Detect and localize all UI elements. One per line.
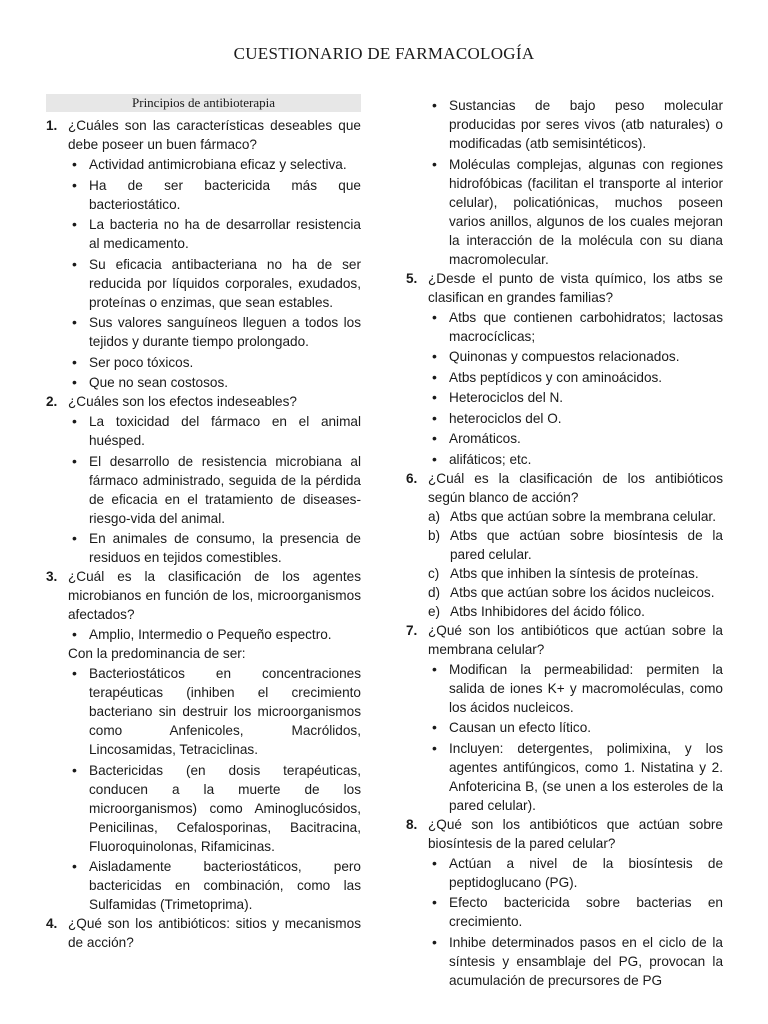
- list-item: • La bacteria no ha de desarrollar resistencia al medicamento.: [68, 215, 361, 253]
- list-item: • Inhibe determinados pasos en el ciclo de la síntesis y ensamblaje del PG, provocan la acumulación de precursores de PG: [428, 933, 723, 990]
- answer-list: [428, 660, 723, 815]
- question-text: ¿Qué son los antibióticos que actúan sobre la membrana celular?: [428, 622, 723, 657]
- question-5: [406, 269, 723, 469]
- list-item: • En animales de consumo, la presencia de residuos en tejidos comestibles.: [68, 529, 361, 567]
- list-item: • heterociclos del O.: [428, 409, 723, 428]
- item-letter: a): [428, 508, 441, 524]
- document-title: CUESTIONARIO DE FARMACOLOGÍA: [233, 44, 535, 63]
- item-text: Atbs que actúan sobre los ácidos nucleicos.: [450, 584, 715, 600]
- list-item: • Amplio, Intermedio o Pequeño espectro.: [68, 625, 361, 644]
- question-number: 4.: [46, 916, 58, 931]
- item-text: Atbs que actúan sobre biosíntesis de la pared celular.: [450, 527, 723, 562]
- question-number: 1.: [46, 118, 58, 133]
- list-item: [428, 564, 723, 583]
- list-item: • Modifican la permeabilidad: permiten la salida de iones K+ y macromoléculas, como los ácidos nucleicos.: [428, 660, 723, 717]
- answer-list: [428, 308, 723, 469]
- list-item: • Sustancias de bajo peso molecular producidas por seres vivos (atb naturales) o modificadas (atb semisintéticos).: [428, 96, 723, 153]
- list-item: • Aisladamente bacteriostáticos, pero bactericidas en combinación, como las Sulfamidas (Trimetoprima).: [68, 857, 361, 914]
- list-item: • Moléculas complejas, algunas con regiones hidrofóbicas (facilitan el transporte al interior celular), policatiónicas, muchos poseen varios anillos, algunos de los cuales mejoran la interacción de la molécula con su diana macromolecular.: [428, 155, 723, 269]
- lettered-list: [428, 507, 723, 621]
- question-number: 3.: [46, 569, 58, 584]
- answer-list: [68, 625, 361, 644]
- question-6: [406, 469, 723, 621]
- list-item: • Atbs peptídicos y con aminoácidos.: [428, 368, 723, 387]
- list-item: • Actividad antimicrobiana eficaz y selectiva.: [68, 155, 361, 174]
- answer-list: [428, 96, 723, 269]
- question-3: [46, 567, 361, 914]
- list-item: • Efecto bactericida sobre bacterias en crecimiento.: [428, 893, 723, 931]
- item-letter: c): [428, 565, 440, 581]
- answer-list: [68, 155, 361, 392]
- list-item: • Quinonas y compuestos relacionados.: [428, 347, 723, 366]
- question-number: 5.: [406, 270, 418, 286]
- question-text: ¿Cuáles son las características deseables que debe poseer un buen fármaco?: [68, 118, 361, 152]
- list-item: • Que no sean costosos.: [68, 373, 361, 392]
- list-item: • Aromáticos.: [428, 429, 723, 448]
- list-item: • Ha de ser bactericida más que bacteriostático.: [68, 176, 361, 214]
- list-item: [428, 507, 723, 526]
- question-number: 7.: [406, 622, 418, 638]
- list-item: [428, 602, 723, 621]
- list-item: [428, 583, 723, 602]
- question-number: 6.: [406, 470, 418, 486]
- answer-list: [68, 412, 361, 567]
- section-header: Principios de antibioterapia: [46, 94, 361, 112]
- question-text: ¿Desde el punto de vista químico, los atbs se clasifican en grandes familias?: [428, 270, 723, 305]
- question-4-continued: [406, 96, 723, 269]
- item-letter: e): [428, 603, 441, 619]
- question-1: [46, 116, 361, 392]
- item-text: Atbs que actúan sobre la membrana celular.: [450, 508, 716, 524]
- right-column: [406, 96, 723, 990]
- list-item: • Incluyen: detergentes, polimixina, y los agentes antifúngicos, como 1. Nistatina y 2. Anfotericina B, (se unen a los esteroles de la pared celular).: [428, 739, 723, 815]
- item-text: Atbs que inhiben la síntesis de proteínas.: [450, 565, 699, 581]
- question-2: [46, 392, 361, 567]
- question-number: 2.: [46, 394, 58, 409]
- left-column: [46, 94, 361, 952]
- question-text: ¿Qué son los antibióticos: sitios y mecanismos de acción?: [68, 916, 361, 950]
- question-text: ¿Cuál es la clasificación de los agentes microbianos en función de los, microorganismos afectados?: [68, 569, 361, 622]
- list-item: • Bacteriostáticos en concentraciones terapéuticas (inhiben el crecimiento bacteriano sin destruir los microorganismos como Anfenicoles, Macrólidos, Lincosamidas, Tetraciclinas.: [68, 664, 361, 759]
- list-item: • Causan un efecto lítico.: [428, 718, 723, 737]
- paragraph-text: Con la predominancia de ser:: [68, 646, 246, 661]
- list-item: • Bactericidas (en dosis terapéuticas, conducen a la muerte de los microorganismos) como Aminoglucósidos, Penicilinas, Cefalosporinas, Bacitracina, Fluoroquinolonas, Rifamicinas.: [68, 761, 361, 856]
- list-item: • El desarrollo de resistencia microbiana al fármaco administrado, seguida de la pérdida de eficacia en el tratamiento de diseases-riesgo-vida del animal.: [68, 452, 361, 528]
- list-item: • Heterociclos del N.: [428, 388, 723, 407]
- question-text: ¿Qué son los antibióticos que actúan sobre biosíntesis de la pared celular?: [428, 816, 723, 851]
- list-item: [428, 526, 723, 564]
- question-number: 8.: [406, 816, 418, 832]
- list-item: • Ser poco tóxicos.: [68, 353, 361, 372]
- question-8: [406, 815, 723, 990]
- item-letter: d): [428, 584, 441, 600]
- question-7: [406, 621, 723, 815]
- list-item: • Sus valores sanguíneos lleguen a todos los tejidos y durante tiempo prolongado.: [68, 313, 361, 351]
- item-text: Atbs Inhibidores del ácido fólico.: [450, 603, 645, 619]
- list-item: • alifáticos; etc.: [428, 450, 723, 469]
- question-text: ¿Cuál es la clasificación de los antibióticos según blanco de acción?: [428, 470, 723, 505]
- list-item: • La toxicidad del fármaco en el animal huésped.: [68, 412, 361, 450]
- list-item: • Actúan a nivel de la biosíntesis de peptidoglucano (PG).: [428, 854, 723, 892]
- question-4: [46, 914, 361, 952]
- question-text: ¿Cuáles son los efectos indeseables?: [68, 394, 297, 409]
- answer-list: [428, 854, 723, 990]
- list-item: • Atbs que contienen carbohidratos; lactosas macrocíclicas;: [428, 308, 723, 346]
- list-item: • Su eficacia antibacteriana no ha de ser reducida por líquidos corporales, exudados, proteínas o enzimas, que sean estables.: [68, 255, 361, 312]
- answer-list: [68, 664, 361, 914]
- item-letter: b): [428, 527, 441, 543]
